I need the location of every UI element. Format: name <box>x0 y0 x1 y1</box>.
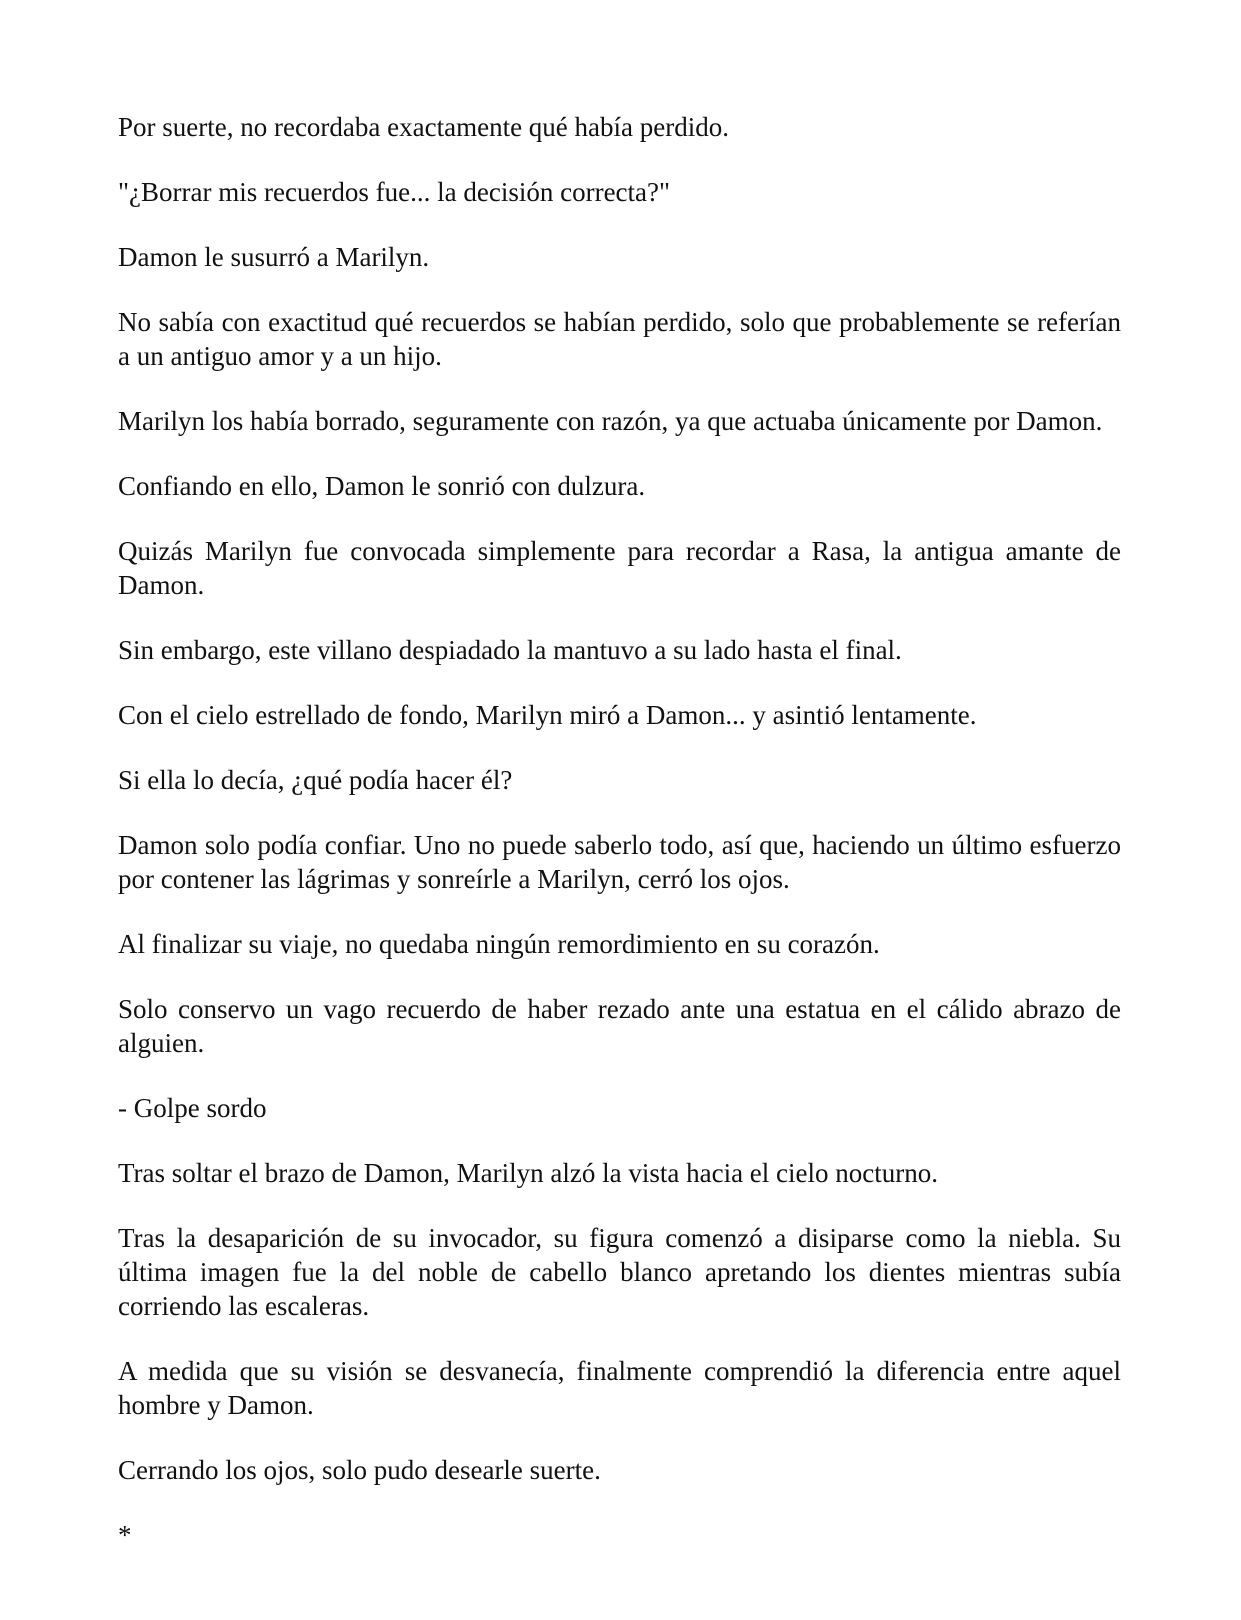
paragraph: Cerrando los ojos, solo pudo desearle suerte. <box>118 1455 601 1485</box>
document-page <box>118 110 1121 1583</box>
paragraph: - Golpe sordo <box>118 1093 267 1123</box>
paragraph: Tras la desaparición de su invocador, su figura comenzó a disiparse como la niebla. Su última imagen fue la del noble de cabello blanco apretando los dientes mientras subía corriendo las escaleras. <box>118 1223 1121 1321</box>
paragraph: Al finalizar su viaje, no quedaba ningún remordimiento en su corazón. <box>118 929 880 959</box>
paragraph: Tras soltar el brazo de Damon, Marilyn alzó la vista hacia el cielo nocturno. <box>118 1158 938 1188</box>
paragraph: Con el cielo estrellado de fondo, Marilyn miró a Damon... y asintió lentamente. <box>118 700 977 730</box>
paragraph: Damon solo podía confiar. Uno no puede saberlo todo, así que, haciendo un último esfuerzo por contener las lágrimas y sonreírle a Marilyn, cerró los ojos. <box>118 830 1121 894</box>
paragraph: Confiando en ello, Damon le sonrió con dulzura. <box>118 471 646 501</box>
paragraph: Damon le susurró a Marilyn. <box>118 242 430 272</box>
paragraph: Solo conservo un vago recuerdo de haber rezado ante una estatua en el cálido abrazo de alguien. <box>118 994 1121 1058</box>
paragraph: Por suerte, no recordaba exactamente qué había perdido. <box>118 112 729 142</box>
paragraph: "¿Borrar mis recuerdos fue... la decisión correcta?" <box>118 177 671 207</box>
paragraph: Quizás Marilyn fue convocada simplemente para recordar a Rasa, la antigua amante de Damon. <box>118 536 1121 600</box>
scene-break-asterisk: * <box>118 1520 132 1550</box>
paragraph: Si ella lo decía, ¿qué podía hacer él? <box>118 765 513 795</box>
paragraph: No sabía con exactitud qué recuerdos se habían perdido, solo que probablemente se referían a un antiguo amor y a un hijo. <box>118 307 1121 371</box>
paragraph: Sin embargo, este villano despiadado la mantuvo a su lado hasta el final. <box>118 635 902 665</box>
paragraph: A medida que su visión se desvanecía, finalmente comprendió la diferencia entre aquel hombre y Damon. <box>118 1356 1121 1420</box>
paragraph: Marilyn los había borrado, seguramente con razón, ya que actuaba únicamente por Damon. <box>118 406 1103 436</box>
